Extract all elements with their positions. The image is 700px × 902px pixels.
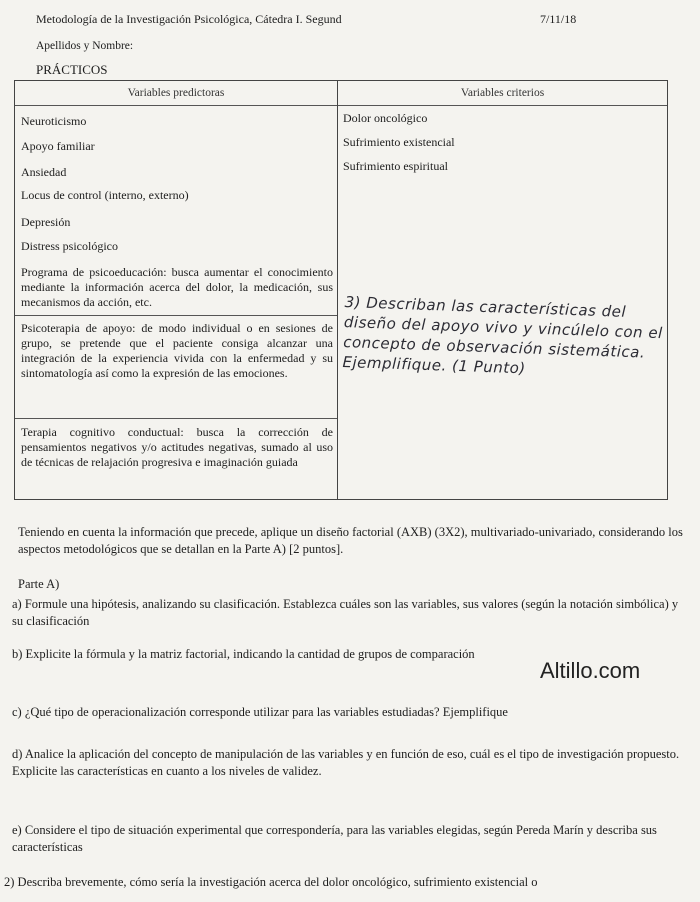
- question-label: 2): [4, 875, 15, 889]
- instructions-text: Teniendo en cuenta la información que precede, aplique un diseño factorial (AXB) (3X2), multivariado-univariado, considerando los aspectos metodológicos que se detallan en la Parte A) [2 puntos].: [18, 525, 683, 556]
- predictor-item: Psicoterapia de apoyo: de modo individual o en sesiones de grupo, se pretende que el paciente consiga alcanzar una integración de la experiencia vivida con la enfermedad y su sintomatología así como la expresión de las emociones.: [21, 321, 333, 380]
- handwritten-note: 3) Describan las características del diseño del apoyo vivo y vincúlelo con el concepto de observación sistemática. Ejemplifique. (1 Punto): [342, 292, 664, 378]
- name-label: Apellidos y Nombre:: [36, 40, 134, 52]
- question-text: Explicite la fórmula y la matriz factorial, indicando la cantidad de grupos de comparación: [25, 647, 475, 661]
- question-label: b): [12, 647, 23, 661]
- predictor-item: Distress psicológico: [21, 239, 118, 253]
- exam-date: 7/11/18: [540, 12, 577, 26]
- question-text: Formule una hipótesis, analizando su clasificación. Establezca cuáles son las variables, sus valores (según la notación simbólica) y su clasificación: [12, 597, 679, 628]
- question-c: [12, 704, 692, 721]
- question-label: d): [12, 747, 23, 761]
- variables-table: [14, 80, 668, 500]
- question-2: [4, 874, 684, 891]
- question-text: ¿Qué tipo de operacionalización corresponde utilizar para las variables estudiadas? Ejemplifique: [24, 705, 508, 719]
- criteria-item: Sufrimiento existencial: [343, 135, 455, 149]
- predictor-item: Depresión: [21, 215, 71, 229]
- question-label: c): [12, 705, 22, 719]
- part-label: Parte A): [18, 577, 60, 591]
- predictors-header: Variables predictoras: [127, 87, 225, 99]
- predictor-item: Programa de psicoeducación: busca aumentar el conocimiento mediante la información acerca del dolor, la medicación, sus mecanismos da acción, etc.: [21, 265, 333, 309]
- criteria-column: [338, 81, 667, 499]
- criteria-header: Variables criterios: [460, 87, 545, 99]
- predictors-column: [15, 81, 338, 499]
- predictor-item: Locus de control (interno, externo): [21, 188, 189, 202]
- question-label: e): [12, 823, 22, 837]
- question-e: [12, 822, 692, 856]
- criteria-item: Dolor oncológico: [343, 111, 428, 125]
- question-label: a): [12, 597, 22, 611]
- watermark-text: Altillo.com: [540, 658, 641, 683]
- course-title: Metodología de la Investigación Psicológica, Cátedra I. Segund: [36, 12, 342, 26]
- question-text: Describa brevemente, cómo sería la investigación acerca del dolor oncológico, sufrimiento existencial o: [17, 875, 538, 889]
- question-text: Analice la aplicación del concepto de manipulación de las variables y en función de eso, cuál es el tipo de investigación propuesto. Explicite las características en cuanto a los niveles de validez.: [12, 747, 680, 778]
- section-title: PRÁCTICOS: [36, 62, 108, 77]
- predictor-item: Neuroticismo: [21, 114, 87, 128]
- question-d: [12, 746, 692, 780]
- criteria-item: Sufrimiento espiritual: [343, 159, 448, 173]
- predictor-item: Terapia cognitivo conductual: busca la corrección de pensamientos negativos y/o actitudes negativas, sumado al uso de técnicas de relajación progresiva e imaginación guiada: [21, 425, 333, 469]
- predictor-item: Ansiedad: [21, 165, 67, 179]
- question-text: Considere el tipo de situación experimental que correspondería, para las variables elegidas, según Pereda Marín y describa sus características: [12, 823, 657, 854]
- question-a: [12, 596, 692, 630]
- predictor-item: Apoyo familiar: [21, 139, 95, 153]
